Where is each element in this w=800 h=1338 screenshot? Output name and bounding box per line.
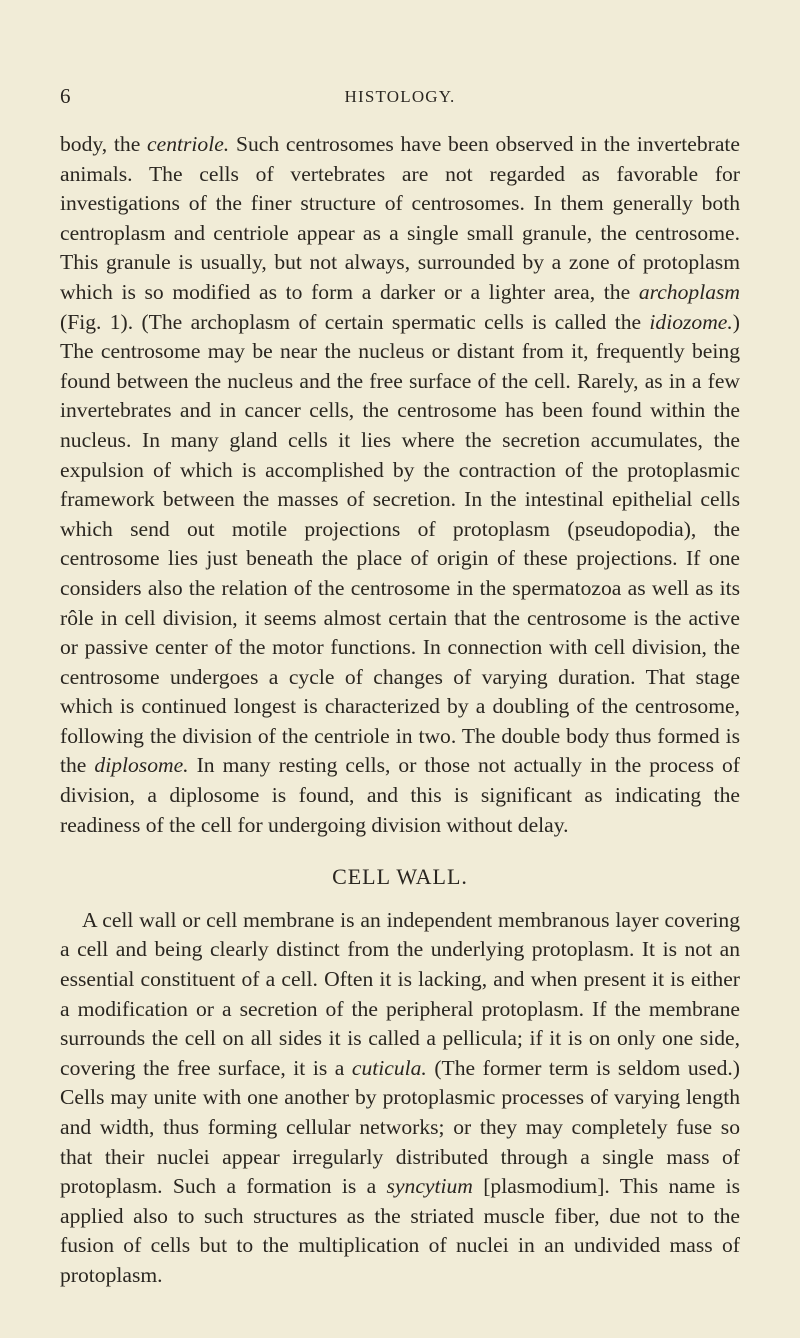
text-run: body, the [60,132,148,156]
paragraph-cell-wall [60,906,740,1291]
section-heading-cell-wall: CELL WALL. [332,864,468,890]
running-head: HISTOLOGY. [344,87,456,106]
text-run: A cell wall or cell membrane is an independent membranous layer covering a cell and being clearly distinct from the underlying protoplasm. It is not an essential constituent of a cell. Often it is lacking, and when present it is either a modification or a secretion of the peripheral protoplasm. If the membrane surrounds the cell on all sides it is called a pellicula; if it is on only one side, covering the free surface, it is a [60,907,740,1080]
paragraph-centrosome [60,130,740,840]
page-body [60,130,740,1291]
text-run: (Fig. 1). (The archoplasm of certain spermatic cells is called the [60,309,650,334]
term-diplosome: diplosome. [94,753,189,778]
text-run: ) The centrosome may be near the nucleus or distant from it, frequently being found between the nucleus and the free surface of the cell. Rarely, as in a few invertebrates and in cancer cells, the centrosome has been found within the nucleus. In many gland cells it lies where the secretion accumulates, the expulsion of which is accomplished by the contraction of the protoplasmic framework between the masses of secretion. In the intestinal epithelial cells which send out motile projections of protoplasm (pseudopodia), the centrosome lies just beneath the place of origin of these projections. If one considers also the relation of the centrosome in the spermatozoa as well as its rôle in cell division, it seems almost certain that the centrosome is the active or passive center of the motor functions. In connection with cell division, the centrosome undergoes a cycle of changes of varying duration. That stage which is continued longest is characterized by a doubling of the centrosome, following the division of the centriole in two. The double body thus formed is the [60,309,740,778]
term-syncytium: syncytium [386,1174,473,1199]
term-archoplasm: archoplasm [638,279,740,304]
term-centriole: centriole. [147,132,230,156]
text-run: Such centrosomes have been observed in the invertebrate animals. The cells of vertebrates are not regarded as favorable for investigations of the finer structure of centrosomes. In them generally both centroplasm and centriole appear as a single small granule, the centrosome. This granule is usually, but not always, surrounded by a zone of protoplasm which is so modified as to form a darker or a lighter area, the [60,132,740,304]
text-run: [plasmodium]. This name is applied also to such structures as the striated muscle fiber, due not to the fusion of cells but to the multiplication of nuclei in an undivided mass of protoplasm. [60,1174,740,1287]
text-run: In many resting cells, or those not actually in the process of division, a diplosome is found, and this is significant as indicating the readiness of the cell for undergoing division without delay. [60,753,740,837]
term-cuticula: cuticula. [351,1055,427,1080]
page-number: 6 [60,84,71,108]
text-run: (The former term is seldom used.) Cells may unite with one another by protoplasmic processes of varying length and width, thus forming cellular networks; or they may completely fuse so that their nuclei appear irregularly distributed through a single mass of protoplasm. Such a formation is a [60,1055,740,1199]
term-idiozome: idiozome. [649,309,733,334]
page-header [60,84,740,114]
